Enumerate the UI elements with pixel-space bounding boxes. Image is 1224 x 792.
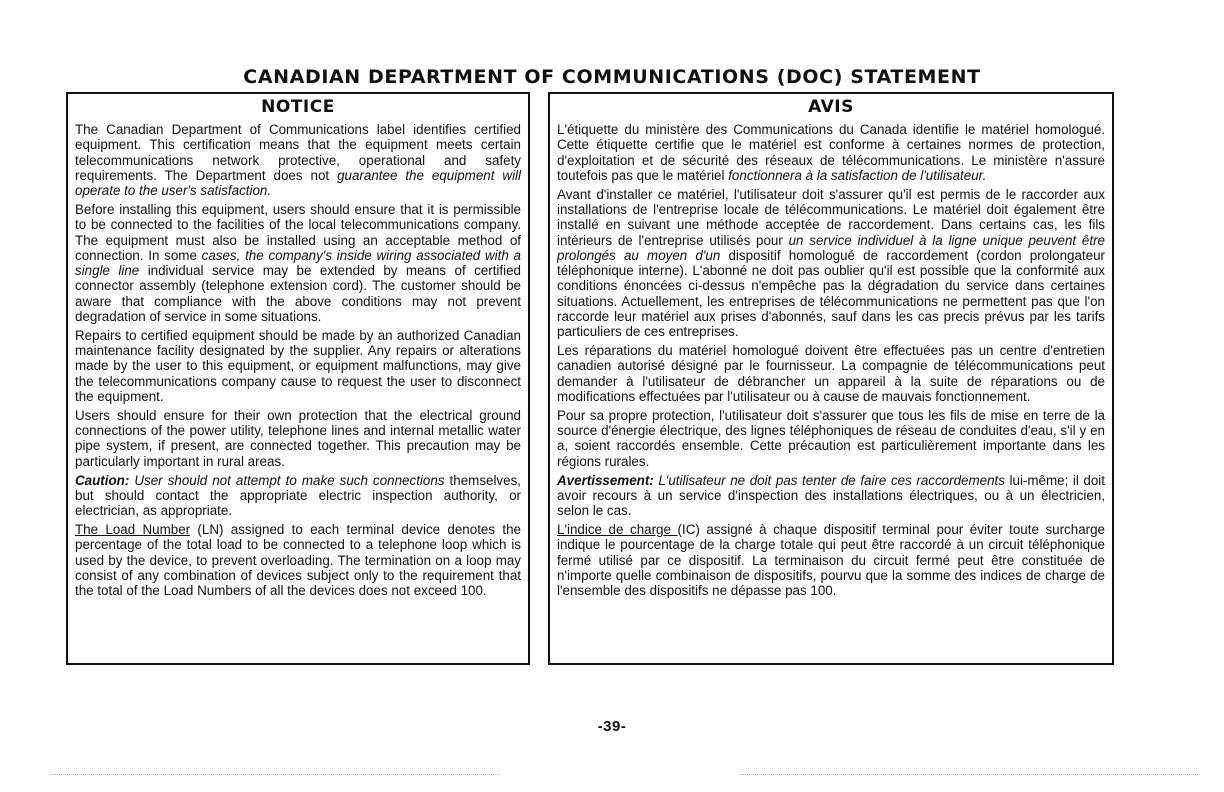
avis-paragraph-reparations: Les réparations du matériel homologué doivent être effectuées pas un centre d'entretien canadien autorisé désigné par le fournisseur. La compagnie de télécommunications peut demander à l'utilisateur de débrancher un appareil à la suite de réparations ou de modifications effectuées par l'utilisateur ou à cause de mauvais fonctionnement. <box>557 343 1105 405</box>
caution-label: Caution: <box>75 472 130 488</box>
indice-de-charge-text: (IC) assigné à chaque dispositif terminal pour éviter toute surcharge indique le pourcentage de la charge totale qui peut être raccordé à un circuit téléphonique fermé utilisé par ce dispositif. La terminaison du circuit fermé peut être constituée de n'importe quelle combinaison de dispositifs, pourvu que la somme des indices de charge de l'ensemble des dispositifs ne dépasse pas 100. <box>557 521 1105 599</box>
avis-paragraph-mise-en-terre: Pour sa propre protection, l'utilisateur doit s'assurer que tous les fils de mise en terre de la source d'énergie électrique, des lignes téléphoniques de réseau de conduites d'eau, s'il y en a, soient raccordés ensemble. Cette précaution est particulièrement importante dans les régions rurales. <box>557 407 1105 469</box>
page-number: -39- <box>597 718 627 735</box>
avis-heading: AVIS <box>808 97 854 117</box>
notice-paragraph-repairs: Repairs to certified equipment should be made by an authorized Canadian maintenance facility designated by the supplier. Any repairs or alterations made by the user to this equipment, or equipment malfunctions, may give the telecommunications company cause to request the user to disconnect the equipment. <box>75 327 521 405</box>
warning-label: Avertissement: <box>557 472 654 488</box>
avis-p2-italic: un service individuel à la ligne unique peuvent être prolongés au moyen d'un <box>557 232 1105 263</box>
notice-paragraph-grounding: Users should ensure for their own protection that the electrical ground connections of the power utility, telephone lines and internal metallic water pipe system, if present, are connected together. This precaution may be particularly important in rural areas. <box>75 407 521 469</box>
avis-box <box>548 92 1114 665</box>
caution-italic: User should not attempt to make such connections <box>129 472 445 488</box>
load-number-term: The Load Number <box>75 521 191 537</box>
warning-italic: L'utilisateur ne doit pas tenter de faire ces raccordements <box>653 472 1005 488</box>
notice-p2-text-b: individual service may be extended by means of certified connector assembly (telephone extension cord). The customer should be aware that compliance with the above conditions may not prevent degradation of service in some situations. <box>75 263 521 325</box>
avis-paragraph-avertissement <box>557 473 1105 519</box>
avis-p1-italic: fonctionnera à la satisfaction de l'utilisateur. <box>728 167 987 183</box>
notice-p1-text: The Canadian Department of Communications label identifies certified equipment. This certification means that the equipment meets certain telecommunications network protective, operational and safety requirements. The Department does not <box>75 122 521 183</box>
warning-text: lui-même; il doit avoir recours à un service d'inspection des installations électriques, ou à un électricien, selon le cas. <box>557 472 1105 519</box>
scan-artifact-right <box>740 774 1200 775</box>
notice-p1-italic: guarantee the equipment will operate to the user's satisfaction. <box>75 167 521 199</box>
caution-text: themselves, but should contact the appropriate electric inspection authority, or electrician, as appropriate. <box>75 472 521 519</box>
notice-p2-italic: cases, the company's inside wiring associated with a single line <box>75 247 521 279</box>
notice-box <box>66 92 530 665</box>
notice-paragraph-caution <box>75 473 521 519</box>
avis-p2-text-a: Avant d'installer ce matériel, l'utilisateur doit s'assurer qu'il est permis de le raccorder aux installations de l'entreprise locale de télécommunications. Le matériel doit également être installé en suivant une méthode acceptée de raccordement. Dans certains cas, les fils intérieurs de l'entreprise utilisés pour <box>557 186 1105 248</box>
avis-p1-text: L'étiquette du ministère des Communications du Canada identifie le matériel homologué. Cette étiquette certifie que le matériel est conforme à certaines normes de protection, d'exploitation et de sécurité des réseaux de télécommunications. Le ministère n'assure toutefois pas que le matériel <box>557 122 1105 183</box>
document-title: CANADIAN DEPARTMENT OF COMMUNICATIONS (DOC) STATEMENT <box>243 66 981 88</box>
scan-artifact-left <box>50 774 500 775</box>
notice-paragraph-certification <box>75 122 521 198</box>
notice-heading: NOTICE <box>261 97 335 117</box>
avis-paragraph-homologation <box>557 122 1105 183</box>
avis-paragraph-indice-de-charge <box>557 522 1105 598</box>
load-number-text: (LN) assigned to each terminal device denotes the percentage of the total load to be connected to a telephone loop which is used by the device, to prevent overloading. The termination on a loop may consist of any combination of devices subject only to the requirement that the total of the Load Numbers of all the devices does not exceed 100. <box>75 521 521 599</box>
notice-paragraph-load-number <box>75 522 521 598</box>
notice-p2-text-a: Before installing this equipment, users should ensure that it is permissible to be connected to the facilities of the local telecommunications company. The equipment must also be installed using an acceptable method of connection. In some <box>75 201 521 263</box>
avis-paragraph-installation <box>557 187 1105 340</box>
notice-paragraph-installation <box>75 202 521 324</box>
avis-p2-text-b: dispositif homologué de raccordement (cordon prolongateur téléphonique interne). L'abonné ne doit pas oublier qu'il est possible que la conformité aux conditions énoncées ci-dessus n'empêche pas la dégradation du service dans certaines situations. Actuellement, les entreprises de télécommunications ne permettent pas que l'on raccorde leur matériel aux prises d'abonnés, sauf dans les cas precis prévus par les tarifs particuliers de ces entreprises. <box>557 247 1105 340</box>
indice-de-charge-term: L'indice de charge <box>557 521 678 537</box>
